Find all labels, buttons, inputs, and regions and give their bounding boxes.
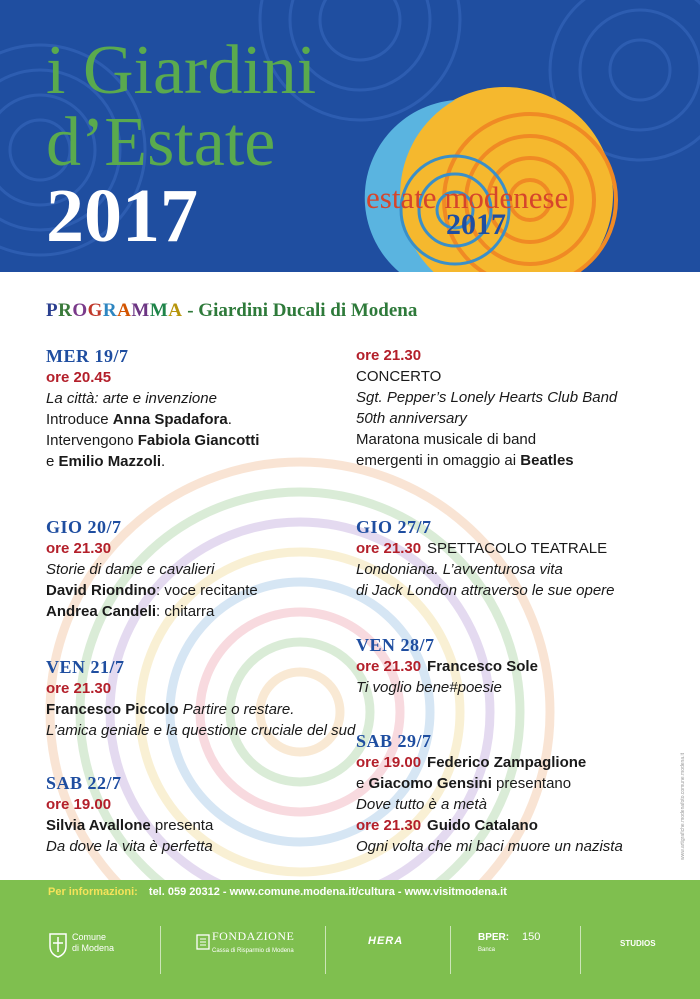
- fondazione-logo-text: FONDAZIONE: [212, 929, 295, 943]
- event-gio-27: [356, 516, 615, 601]
- event-line: e Giacomo Gensini presentano: [356, 775, 572, 792]
- program-heading: [46, 300, 417, 322]
- event-title: di Jack London attraverso le sue opere: [356, 582, 615, 599]
- program-subtitle: - Giardini Ducali di Modena: [182, 300, 418, 321]
- event-line: Francesco Piccolo Partire o restare.: [46, 701, 295, 718]
- event-day: SAB 29/7: [356, 731, 432, 751]
- event-title: 50th anniversary: [356, 410, 467, 427]
- event-ven-28: [356, 634, 538, 698]
- event-title: L’amica geniale e la questione cruciale del sud: [46, 722, 356, 739]
- event-title: Londoniana. L’avventurosa vita: [356, 561, 563, 578]
- info-bar: [0, 880, 700, 904]
- event-ven-21: [46, 656, 355, 741]
- event-time-row: ore 21.30 SPETTACOLO TEATRALE: [356, 540, 608, 557]
- event-day: VEN 28/7: [356, 635, 435, 655]
- programma-letter: A: [117, 300, 132, 321]
- event-day: GIO 20/7: [46, 517, 122, 537]
- anniversary-150-logo: 150: [522, 931, 541, 943]
- event-line: Intervengono Fabiola Giancotti: [46, 432, 260, 449]
- event-mer-19-concert: [356, 345, 617, 471]
- fondazione-emblem-icon: [196, 934, 210, 950]
- header-banner: [0, 0, 700, 272]
- estate-modenese-label: estate modenese: [366, 180, 569, 215]
- programma-letter: R: [102, 300, 118, 321]
- event-mer-19: [46, 345, 259, 472]
- event-type: CONCERTO: [356, 368, 442, 385]
- event-sab-22: [46, 772, 213, 857]
- event-line: Maratona musicale di band: [356, 431, 537, 448]
- event-sab-29: [356, 730, 623, 857]
- event-day: GIO 27/7: [356, 517, 432, 537]
- event-line: Silvia Avallone presenta: [46, 817, 214, 834]
- comune-crest-icon: [48, 932, 68, 958]
- event-time: ore 19.00: [46, 796, 112, 813]
- event-day: MER 19/7: [46, 346, 129, 366]
- programma-word: [46, 300, 182, 321]
- programma-letter: M: [131, 300, 150, 321]
- programma-letter: G: [87, 300, 103, 321]
- event-time: ore 21.30: [46, 680, 112, 697]
- title-line-1: i Giardini: [46, 32, 317, 109]
- hera-logo-text: HERA: [368, 935, 404, 947]
- event-title: Storie di dame e cavalieri: [46, 561, 215, 578]
- event-title: La città: arte e invenzione: [46, 390, 217, 407]
- title-line-2: d’Estate: [46, 104, 276, 181]
- logo-divider: [450, 926, 451, 974]
- programma-letter: P: [46, 300, 59, 321]
- event-line: e Emilio Mazzoli.: [46, 453, 166, 470]
- programma-letter: A: [168, 300, 183, 321]
- event-gio-20: [46, 516, 258, 622]
- event-title: Dove tutto è a metà: [356, 796, 487, 813]
- event-title: Sgt. Pepper’s Lonely Hearts Club Band: [356, 389, 618, 406]
- event-time-row: ore 21.30 Guido Catalano: [356, 817, 538, 834]
- comune-logo-text: Comune di Modena: [72, 932, 115, 953]
- event-line: Introduce Anna Spadafora.: [46, 411, 232, 428]
- printer-credit: www.artigrafiche.modenafoto.comune.modena.it: [680, 752, 686, 860]
- bper-logo-subtext: Banca: [478, 947, 496, 953]
- info-contacts[interactable]: tel. 059 20312 - www.comune.modena.it/cultura - www.visitmodena.it: [148, 886, 507, 898]
- event-time: ore 20.45: [46, 369, 112, 386]
- event-title: Da dove la vita è perfetta: [46, 838, 213, 855]
- event-line: David Riondino: voce recitante: [46, 582, 258, 599]
- event-line: Andrea Candeli: chitarra: [46, 603, 215, 620]
- event-time-row: ore 21.30 Francesco Sole: [356, 658, 538, 675]
- programma-letter: M: [149, 300, 169, 321]
- event-title: Ti voglio bene#poesie: [356, 679, 502, 696]
- programma-letter: R: [58, 300, 73, 321]
- bper-logo-text: BPER:: [478, 932, 510, 943]
- event-title: Ogni volta che mi baci muore un nazista: [356, 838, 623, 855]
- programma-letter: O: [72, 300, 88, 321]
- logo-divider: [325, 926, 326, 974]
- info-label: Per informazioni:: [48, 886, 138, 898]
- logo-divider: [160, 926, 161, 974]
- studios-logo-text: STUDIOS: [620, 939, 656, 948]
- estate-modenese-year: 2017: [446, 208, 506, 241]
- event-time-row: ore 19.00 Federico Zampaglione: [356, 754, 587, 771]
- event-day: VEN 21/7: [46, 657, 125, 677]
- event-line: emergenti in omaggio ai Beatles: [356, 452, 574, 469]
- fondazione-logo-subtext: Cassa di Risparmio di Modena: [212, 948, 294, 954]
- event-time: ore 21.30: [46, 540, 112, 557]
- title-year: 2017: [46, 174, 198, 258]
- event-day: SAB 22/7: [46, 773, 122, 793]
- logo-divider: [580, 926, 581, 974]
- event-time: ore 21.30: [356, 347, 422, 364]
- sponsor-logo-bar: [0, 904, 700, 999]
